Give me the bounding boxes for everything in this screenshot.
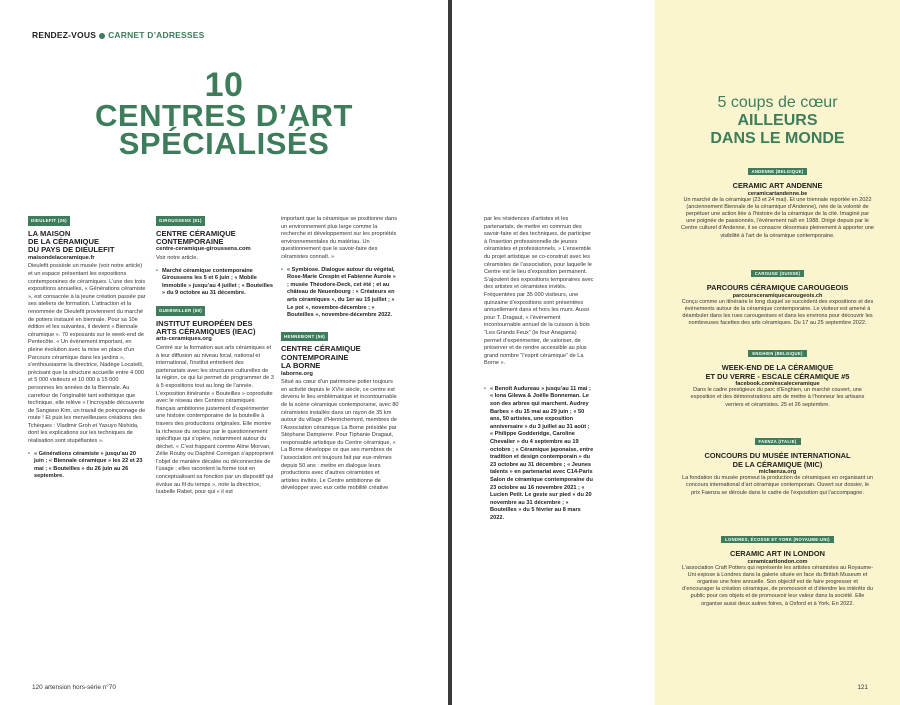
entry-heading: PARCOURS CÉRAMIQUE CAROUGEOIS (706, 283, 849, 292)
column-2 (156, 216, 274, 497)
location-tag: GUEBWILLER (68) (156, 306, 205, 316)
entry-url: arts-ceramiques.org (156, 336, 212, 343)
entry-text: L’association Craft Potters qui représente les artistes céramistes au Royaume-Uni expose à Londres dans la galerie située en face du British Museum et organise une foire annuelle. Son objectif est de faire progresser et d’encourager la création céramique, de promouvoir et d’étendre les intérêts du public pour ces objets et de promouvoir leur valeur dans la société. Elle organise aussi deux autres foires, à Oxford et à York. En 2022. (681, 564, 874, 607)
page-title-number: 10 (204, 66, 244, 104)
sidebar-entry (655, 528, 900, 608)
entry-text: Voir notre article. (156, 255, 198, 261)
location-tag: GIROUSSENS (81) (156, 216, 205, 226)
entry-bullet: • « Symbiose. Dialogue autour du végétal, Rose-Marie Crespin et Fabienne Auroie » ; musée Théodore-Deck, cet été ; et au château de Neuenbourg : « Créateurs en arts céramiques », du 1er au 15 juillet ; « Le pot », novembre-décembre ; « Bouteilles », novembre-décembre 2022. (281, 267, 399, 320)
right-page (452, 0, 900, 705)
entry-text: La fondation du musée promeut la production de céramiques en organisant un concours international d’art céramique contemporain. Ouvert sur dossier, le prix Faenza se déroule dans le cadre de l’exposition qui l’accompagne. (682, 475, 873, 496)
sidebar-entry (655, 262, 900, 327)
entry-heading: LA BORNE (281, 361, 321, 371)
entry-heading: ET DU VERRE - ESCALE CÉRAMIQUE #5 (705, 371, 850, 381)
entry-heading: CONCOURS DU MUSÉE INTERNATIONAL (704, 451, 851, 460)
entry-url: facebook.com/escaleceramique (735, 381, 820, 388)
left-page (0, 0, 448, 705)
entry-text: important que la céramique se positionne dans un environnement plus large comme la recherche et développement sur les propriétés environnementales du matériau. Un questionnement que le savoir-faire des céramistes connaît. » (281, 216, 397, 260)
location-tag: ANDENNE (BELGIQUE) (748, 168, 808, 175)
entry-heading: CERAMIC ART ANDENNE (732, 181, 823, 190)
entry-bullet: • « Générations céramiste » jusqu’au 20 juin ; « Biennale céramique » les 22 et 23 mai ; « Bouteilles » du 26 juin au 26 septembre. (28, 451, 146, 481)
entry-bullet: • « Benoît Audureau » jusqu’au 11 mai ; « Iona Gilewa & Joëlle Bonneman. Le son des arbres qui marchent. Audrey Barbes » du 15 mai au 29 juin ; « 50 ans, 50 artistes, une exposition anniversaire » du 3 juillet au 31 août ; « Philippe Godderidge, Caroline Chevalier » du 4 septembre au 19 octobre ; « Céramique japonaise, entre tradition et design contemporain » du 23 octobre au 31 décembre ; « Jeunes talents » en partenariat avec C14-Paris Salon de céramique contemporaine du 23 octobre au 16 novembre 2021 ; « Lucien Petit. Le geste sur pied » du 20 novembre au 31 décembre ; « Bouteilles » du 5 février au 8 mars 2022. (484, 386, 594, 523)
entry-heading: CENTRE CÉRAMIQUE (156, 228, 236, 238)
entry-url: centre-ceramique-giroussens.com (156, 246, 251, 253)
page-title-line-3: SPÉCIALISÉS (118, 126, 330, 161)
entry-text: Conçu comme un itinéraire le long duquel se succèdent des expositions et des événements autour de la céramique contemporaine. Le visiteur est amené à déambuler dans les rues carougeoises et dans les environs pour découvrir les nombreuses facettes des arts céramiques. Du 17 au 25 septembre 2022. (681, 298, 874, 327)
entry-heading: CERAMIC ART IN LONDON (730, 549, 825, 558)
sidebar-entry (655, 342, 900, 409)
rubric-dot (99, 33, 105, 39)
sidebar-title: DANS LE MONDE (710, 130, 845, 147)
entry-heading: ARTS CÉRAMIQUES (IEAC) (156, 326, 256, 336)
entry-heading: DU PAYS DE DIEULEFIT (28, 245, 115, 255)
entry-url: parcoursceramiquecarougeois.ch (732, 292, 823, 299)
entry-heading: WEEK-END DE LA CÉRAMIQUE (721, 363, 834, 372)
sidebar-title: AILLEURS (737, 112, 818, 129)
location-tag: CAROUGE (SUISSE) (751, 270, 805, 277)
location-tag: ENGHIEN (BELGIQUE) (748, 350, 806, 357)
entry-text: Dieulefit possède un musée (voir notre article) et un espace présentant les expositions contemporaines de céramiques. L’une des trois expositions annuelles, « Générations céramiste », est consacrée à la jeune création passée par ses ateliers de formation. L’attraction et la renommée de Dieulefit proviennent du marché de potiers instauré en biennale. Pour sa 10e édition et les suivantes, il devient « Biennale céramique ». 70 exposants sur le week-end de Pentecôte. « Un événement important, en pleine évolution avec la mise en place d’un Parcours céramique dans les jardins », s’enthousiasme la directrice, Nadège Locatelli, précisant que la structure accueille entre 4 000 et 5 000 visiteurs et 10 000 à 15 000 personnes les années de la Biennale. Au carrefour de l’originalité tant esthétique que technique, elle relève « l’incroyable découverte de Sangwoo Kim, un travail de poinçonnage de route ! Et puis les merveilleuses créations des Tchèques : Vladimir Groh et Yasuyo Nishida, dont les explications sur les techniques de réalisation sont stupéfiantes ». (28, 263, 146, 445)
rubric-section: RENDEZ-VOUS (32, 30, 97, 40)
page-folio-right: 121 (857, 684, 868, 691)
page-title-line-2: CENTRES D’ART (95, 98, 353, 133)
location-tag: FAENZA (ITALIE) (755, 438, 801, 445)
entry-url: ceramicartandenne.be (747, 190, 808, 197)
entry-url: micfaenza.org (758, 469, 797, 476)
sidebar-entry (655, 430, 900, 497)
column-3 (281, 216, 399, 493)
entry-text: Dans le cadre prestigieux du parc d’Enghien, un marché couvert, une exposition et des démonstrations aim de mettre à l’honneur les artisans verriers et céramistes. 25 et 26 septembre. (690, 387, 865, 408)
page-folio-left: 120 artension hors-série n°70 (32, 684, 116, 691)
entry-heading: LA MAISON (28, 228, 71, 238)
entry-heading: DE LA CÉRAMIQUE (MIC) (732, 459, 823, 469)
location-tag: LONDRES, ÉCOSSE ET YORK (ROYAUME-UNI) (721, 536, 834, 543)
entry-text: Situé au cœur d’un patrimoine potier toujours en activité depuis le XVIe siècle, ce centre est devenu le lieu emblématique et incontournable de la scène céramique contemporaine, avec 80 céramistes installés dans un rayon de 35 km autour du village d’Henrichemont, membres de l’Association céramique La Borne présidée par Stéphane Dampierre. Pour Tiphanie Dragaut, responsable artistique du Centre céramique, « La Borne développe ce que ses membres de l’association ont toujours fait par eux-mêmes depuis 50 ans : mettre en dialogue leurs productions avec d’autres céramistes et artistes invités. Le Centre ambitionne de développer avec eux cette mobilité créative (281, 379, 399, 492)
entry-heading: CENTRE CÉRAMIQUE (281, 344, 361, 354)
sidebar-entry (655, 160, 900, 240)
entry-url: maisondelaceramique.fr (28, 254, 95, 261)
sidebar-box (655, 0, 900, 705)
entry-heading: DE LA CÉRAMIQUE (28, 237, 100, 246)
entry-url: laborne.org (281, 370, 313, 377)
sidebar-title: 5 coups de cœur (717, 94, 838, 111)
column-1 (28, 216, 146, 481)
rubric-subsection: CARNET D’ADRESSES (108, 30, 205, 40)
entry-text: Centré sur la formation aux arts céramiques et à leur diffusion au niveau local, national et international, l’institut entretient des partenariats avec les structures culturelles de la région, ce qui lui permet de programmer de 3 à 5 expositions tout au long de l’année. L’exposition itinérante « Bouteilles » coproduite avec le réseau des Centres céramiques français ambitionne justement d’expérimenter une histoire contemporaine de la bouteille à travers des productions originales. Elle montre la richesse du secteur par le questionnement spécifique qui s’opère, notamment autour du déchet. « C’est frappant comme Aline Morvan, Zélie Rouby ou Daphné Corregan s’approprient l’objet de manière décalée ou déconnectée de l’usage ; elles racontent la forme tout en conceptualisant sa fonction par un dispositif qui évolue au fil du temps », note la directrice, Isabelle Rabet, pour qui « il est (156, 344, 274, 496)
entry-text: par les résidences d’artistes et les partenariats, de mettre en commun des savoir-faire et des techniques, de participer à l’insertion professionnelle de jeunes céramistes et professionnels. » L’ensemble du projet artistique se co-construit avec les céramistes de l’association, pour laquelle le Centre est le lieu d’exposition permanent. S’ajoutent des expositions temporaires avec des artistes et céramistes invités. Fréquentées par 35 000 visiteurs, une quinzaine d’expositions sont présentées annuellement dans et hors les murs. Aussi pour T. Dragaut, « l’événement incontournable annuel de la cuisson à bois “Les Grands Feux” (le four Anagama) permet d’expérimenter, de valoriser, de préserver et de rendre accessible au plus grand nombre “l’esprit céramique” de La Borne ». (484, 216, 594, 367)
entry-bullet: • Marché céramique contemporaine Giroussens les 5 et 6 juin ; « Mobile Immobile » jusqu’au 4 juillet ; « Bouteilles » du 9 octobre au 31 décembre. (156, 268, 274, 298)
location-tag: DIEULEFIT (26) (28, 216, 70, 226)
entry-heading: CONTEMPORAINE (281, 352, 349, 362)
entry-heading: CONTEMPORAINE (156, 237, 224, 246)
right-column-text (484, 216, 594, 523)
rubric (32, 30, 205, 40)
location-tag: HENNEBONT (56) (281, 332, 328, 342)
entry-heading: INSTITUT EUROPÉEN DES (156, 318, 253, 328)
entry-text: Un marché de la céramique (23 et 24 mai). Et une triennale reportée en 2022 (anciennement Biennale de la céramique d’Andenne), née de la volonté de perpétuer une action liée à l’histoire de la céramique de la cité. Imaginé par une poignée de passionnés, l’événement naît en 1988. Dirigé depuis par le Centre culturel d’Andenne, il se consacre désormais pleinement à apporter une visibilité à l’art de la céramique contemporaine. (681, 196, 874, 239)
entry-url: ceramicartlondon.com (747, 558, 808, 565)
